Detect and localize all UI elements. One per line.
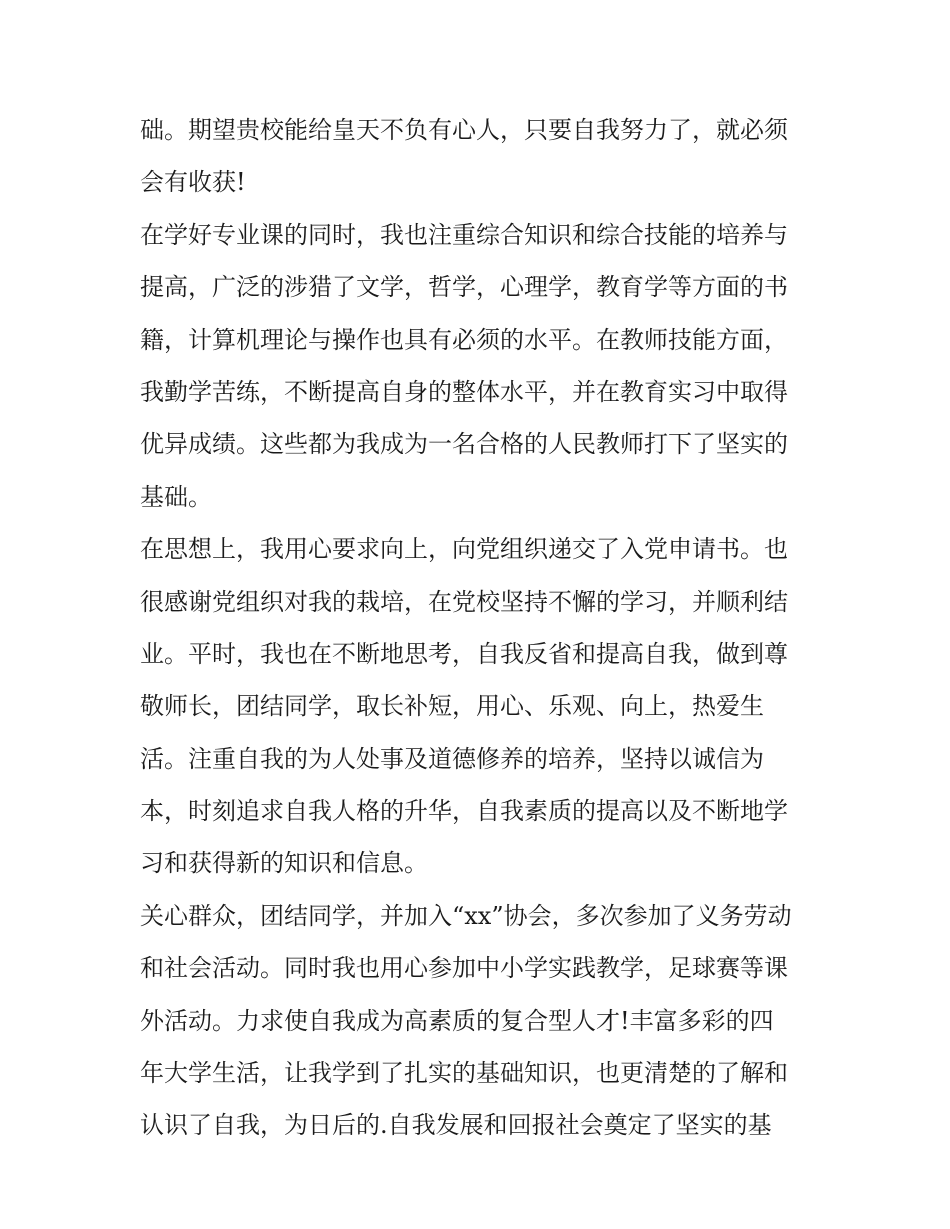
body-text [140, 104, 830, 1152]
text-line-20: 认识了自我，为日后的.自我发展和回报社会奠定了坚实的基 [140, 1111, 772, 1140]
text-line-16: 关心群众，团结同学，并加入“xx”协会，多次参加了义务劳动 [140, 901, 792, 930]
text-line-8: 基础。 [140, 482, 212, 511]
text-line-13: 活。注重自我的为人处事及道德修养的培养，坚持以诚信为 [140, 744, 764, 773]
text-line-15: 习和获得新的知识和信息。 [140, 849, 428, 878]
text-line-17: 和社会活动。同时我也用心参加中小学实践教学，足球赛等课 [140, 954, 788, 983]
text-line-5: 籍，计算机理论与操作也具有必须的水平。在教师技能方面， [140, 325, 788, 354]
text-line-18: 外活动。力求使自我成为高素质的复合型人才!丰富多彩的四 [140, 1006, 774, 1035]
text-line-12: 敬师长，团结同学，取长补短，用心、乐观、向上，热爱生 [140, 692, 764, 721]
text-line-6: 我勤学苦练，不断提高自身的整体水平，并在教育实习中取得 [140, 377, 788, 406]
text-line-11: 业。平时，我也在不断地思考，自我反省和提高自我，做到尊 [140, 639, 788, 668]
text-line-2: 会有收获! [140, 168, 246, 197]
text-line-14: 本，时刻追求自我人格的升华，自我素质的提高以及不断地学 [140, 797, 788, 826]
text-line-9: 在思想上，我用心要求向上，向党组织递交了入党申请书。也 [140, 535, 788, 564]
text-line-1: 础。期望贵校能给皇天不负有心人，只要自我努力了，就必须 [140, 116, 788, 144]
text-line-19: 年大学生活，让我学到了扎实的基础知识，也更清楚的了解和 [140, 1059, 788, 1088]
text-line-4: 提高，广泛的涉猎了文学，哲学，心理学，教育学等方面的书 [140, 273, 788, 302]
text-line-10: 很感谢党组织对我的栽培，在党校坚持不懈的学习，并顺利结 [140, 587, 788, 616]
text-line-3: 在学好专业课的同时，我也注重综合知识和综合技能的培养与 [140, 220, 788, 249]
text-line-7: 优异成绩。这些都为我成为一名合格的人民教师打下了坚实的 [140, 430, 788, 459]
